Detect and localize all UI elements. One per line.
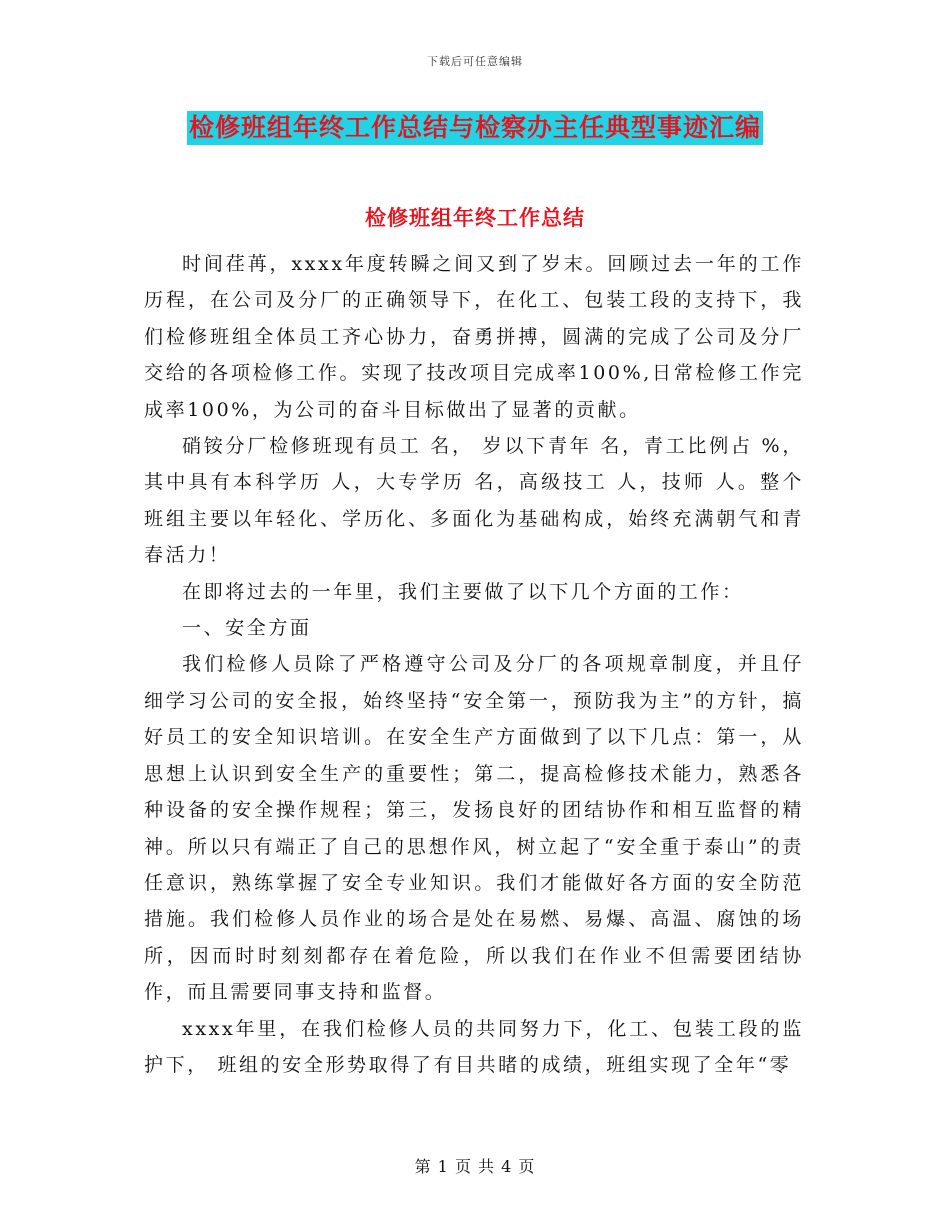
document-body [144,246,804,1083]
page-header-note: 下载后可任意编辑 [427,55,523,68]
paragraph-work-overview: 在即将过去的一年里，我们主要做了以下几个方面的工作： [182,580,744,603]
document-title: 检修班组年终工作总结与检察办主任典型事迹汇编 [187,111,763,145]
page-number-footer: 第 1 页 共 4 页 [414,1157,536,1176]
paragraph-team-composition: 硝铵分厂检修班现有员工 名， 岁以下青年 名，青工比例占 %，其中具有本科学历 人，大专学历 名，高级技工 人，技师 人。整个班组主要以年轻化、学历化、多面化为基础构成，始终充满朝气和青春活力！ [144,435,804,567]
section-heading-safety: 一、安全方面 [182,617,312,640]
main-title-container [0,111,950,145]
section-title: 检修班组年终工作总结 [365,205,585,230]
paragraph-intro: 时间荏苒，xxxx年度转瞬之间又到了岁末。回顾过去一年的工作历程，在公司及分厂的正确领导下，在化工、包装工段的支持下，我们检修班组全体员工齐心协力，奋勇拼搏，圆满的完成了公司及分厂交给的各项检修工作。实现了技改项目完成率100%,日常检修工作完成率100%，为公司的奋斗目标做出了显著的贡献。 [144,253,804,421]
paragraph-results: xxxx年里，在我们检修人员的共同努力下，化工、包装工段的监护下， 班组的安全形势取得了有目共睹的成绩，班组实现了全年“零 [144,1017,804,1076]
paragraph-safety: 我们检修人员除了严格遵守公司及分厂的各项规章制度，并且仔细学习公司的安全报，始终坚持“安全第一，预防我为主”的方针，搞好员工的安全知识培训。在安全生产方面做到了以下几点：第一，从思想上认识到安全生产的重要性；第二，提高检修技术能力，熟悉各种设备的安全操作规程；第三，发扬良好的团结协作和相互监督的精神。所以只有端正了自己的思想作风，树立起了“安全重于泰山”的责任意识，熟练掌握了安全专业知识。我们才能做好各方面的安全防范措施。我们检修人员作业的场合是处在易燃、易爆、高温、腐蚀的场所，因而时时刻刻都存在着危险，所以我们在作业不但需要团结协作，而且需要同事支持和监督。 [144,653,804,1004]
